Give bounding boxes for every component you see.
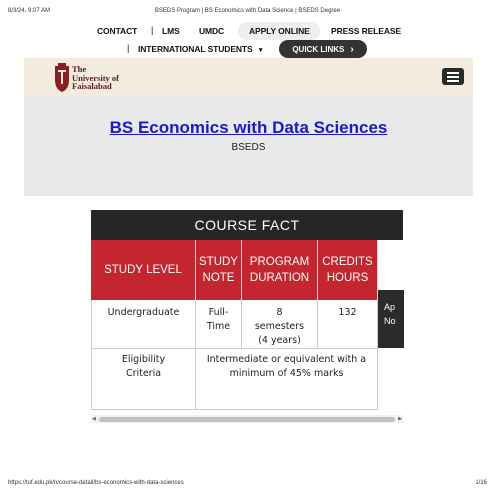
page-subtitle: BSEDS bbox=[231, 142, 266, 153]
scroll-left-icon[interactable]: ◀ bbox=[92, 416, 96, 422]
print-page-number: 1/16 bbox=[475, 480, 487, 486]
cell-credits: 132 bbox=[318, 300, 378, 348]
cell-study-note: Full-Time bbox=[196, 300, 242, 348]
print-doc-title: BSEDS Program | BS Economics with Data Science | BSEDS Degree bbox=[154, 8, 341, 14]
course-fact-table bbox=[91, 210, 403, 425]
logo-line3: Faisalabad bbox=[72, 81, 112, 91]
header-credit-hours: CREDITS HOURS bbox=[318, 240, 378, 300]
cell-study-level: Undergraduate bbox=[91, 300, 196, 348]
print-datetime: 8/3/24, 9:07 AM bbox=[8, 8, 51, 14]
scrollbar-thumb[interactable] bbox=[99, 417, 395, 422]
cell-eligibility-value: Intermediate or equivalent with a minimum of 45% marks bbox=[196, 349, 378, 409]
course-fact-heading: COURSE FACT bbox=[91, 210, 403, 240]
apply-now-side-card[interactable] bbox=[378, 290, 404, 348]
nav-apply-online-link[interactable]: APPLY ONLINE bbox=[249, 26, 310, 36]
cell-duration: 8 semesters (4 years) bbox=[242, 300, 318, 348]
hamburger-menu-button[interactable] bbox=[442, 68, 464, 85]
table-horizontal-scrollbar[interactable] bbox=[91, 415, 403, 423]
page-title[interactable]: BS Economics with Data Sciences bbox=[109, 118, 388, 137]
scroll-right-icon[interactable]: ▶ bbox=[398, 416, 402, 422]
logo-line1: The bbox=[72, 64, 87, 74]
print-url: https://tuf.edu.pk/n/course-detail/bs-economics-with-data-sciences bbox=[8, 480, 184, 486]
chevron-down-icon: ▾ bbox=[258, 47, 263, 54]
cell-eligibility-label: Eligibility Criteria bbox=[91, 349, 196, 409]
nav-press-release-link[interactable]: PRESS RELEASE bbox=[331, 26, 402, 36]
side-card-line1: Ap bbox=[384, 302, 396, 312]
nav-international-label: INTERNATIONAL STUDENTS bbox=[138, 44, 253, 54]
quick-links-button[interactable] bbox=[279, 40, 367, 58]
nav-separator: | bbox=[127, 43, 130, 53]
university-logo[interactable] bbox=[52, 62, 134, 94]
side-card-line2: No bbox=[384, 316, 396, 326]
header-study-note: STUDY NOTE bbox=[196, 240, 242, 300]
nav-international-students-link[interactable] bbox=[138, 44, 262, 54]
header-study-level: STUDY LEVEL bbox=[91, 240, 196, 300]
row-divider bbox=[91, 409, 378, 410]
nav-separator: | bbox=[151, 25, 154, 35]
nav-umdc-link[interactable]: UMDC bbox=[199, 26, 225, 36]
nav-contact-link[interactable]: CONTACT bbox=[97, 26, 138, 36]
quick-links-label: QUICK LINKS bbox=[292, 44, 345, 54]
nav-lms-link[interactable]: LMS bbox=[162, 26, 180, 36]
header-program-duration: PROGRAM DURATION bbox=[242, 240, 318, 300]
crest-icon bbox=[54, 63, 70, 93]
logo-line2: University of bbox=[72, 72, 119, 83]
chevron-right-icon: › bbox=[350, 43, 354, 55]
